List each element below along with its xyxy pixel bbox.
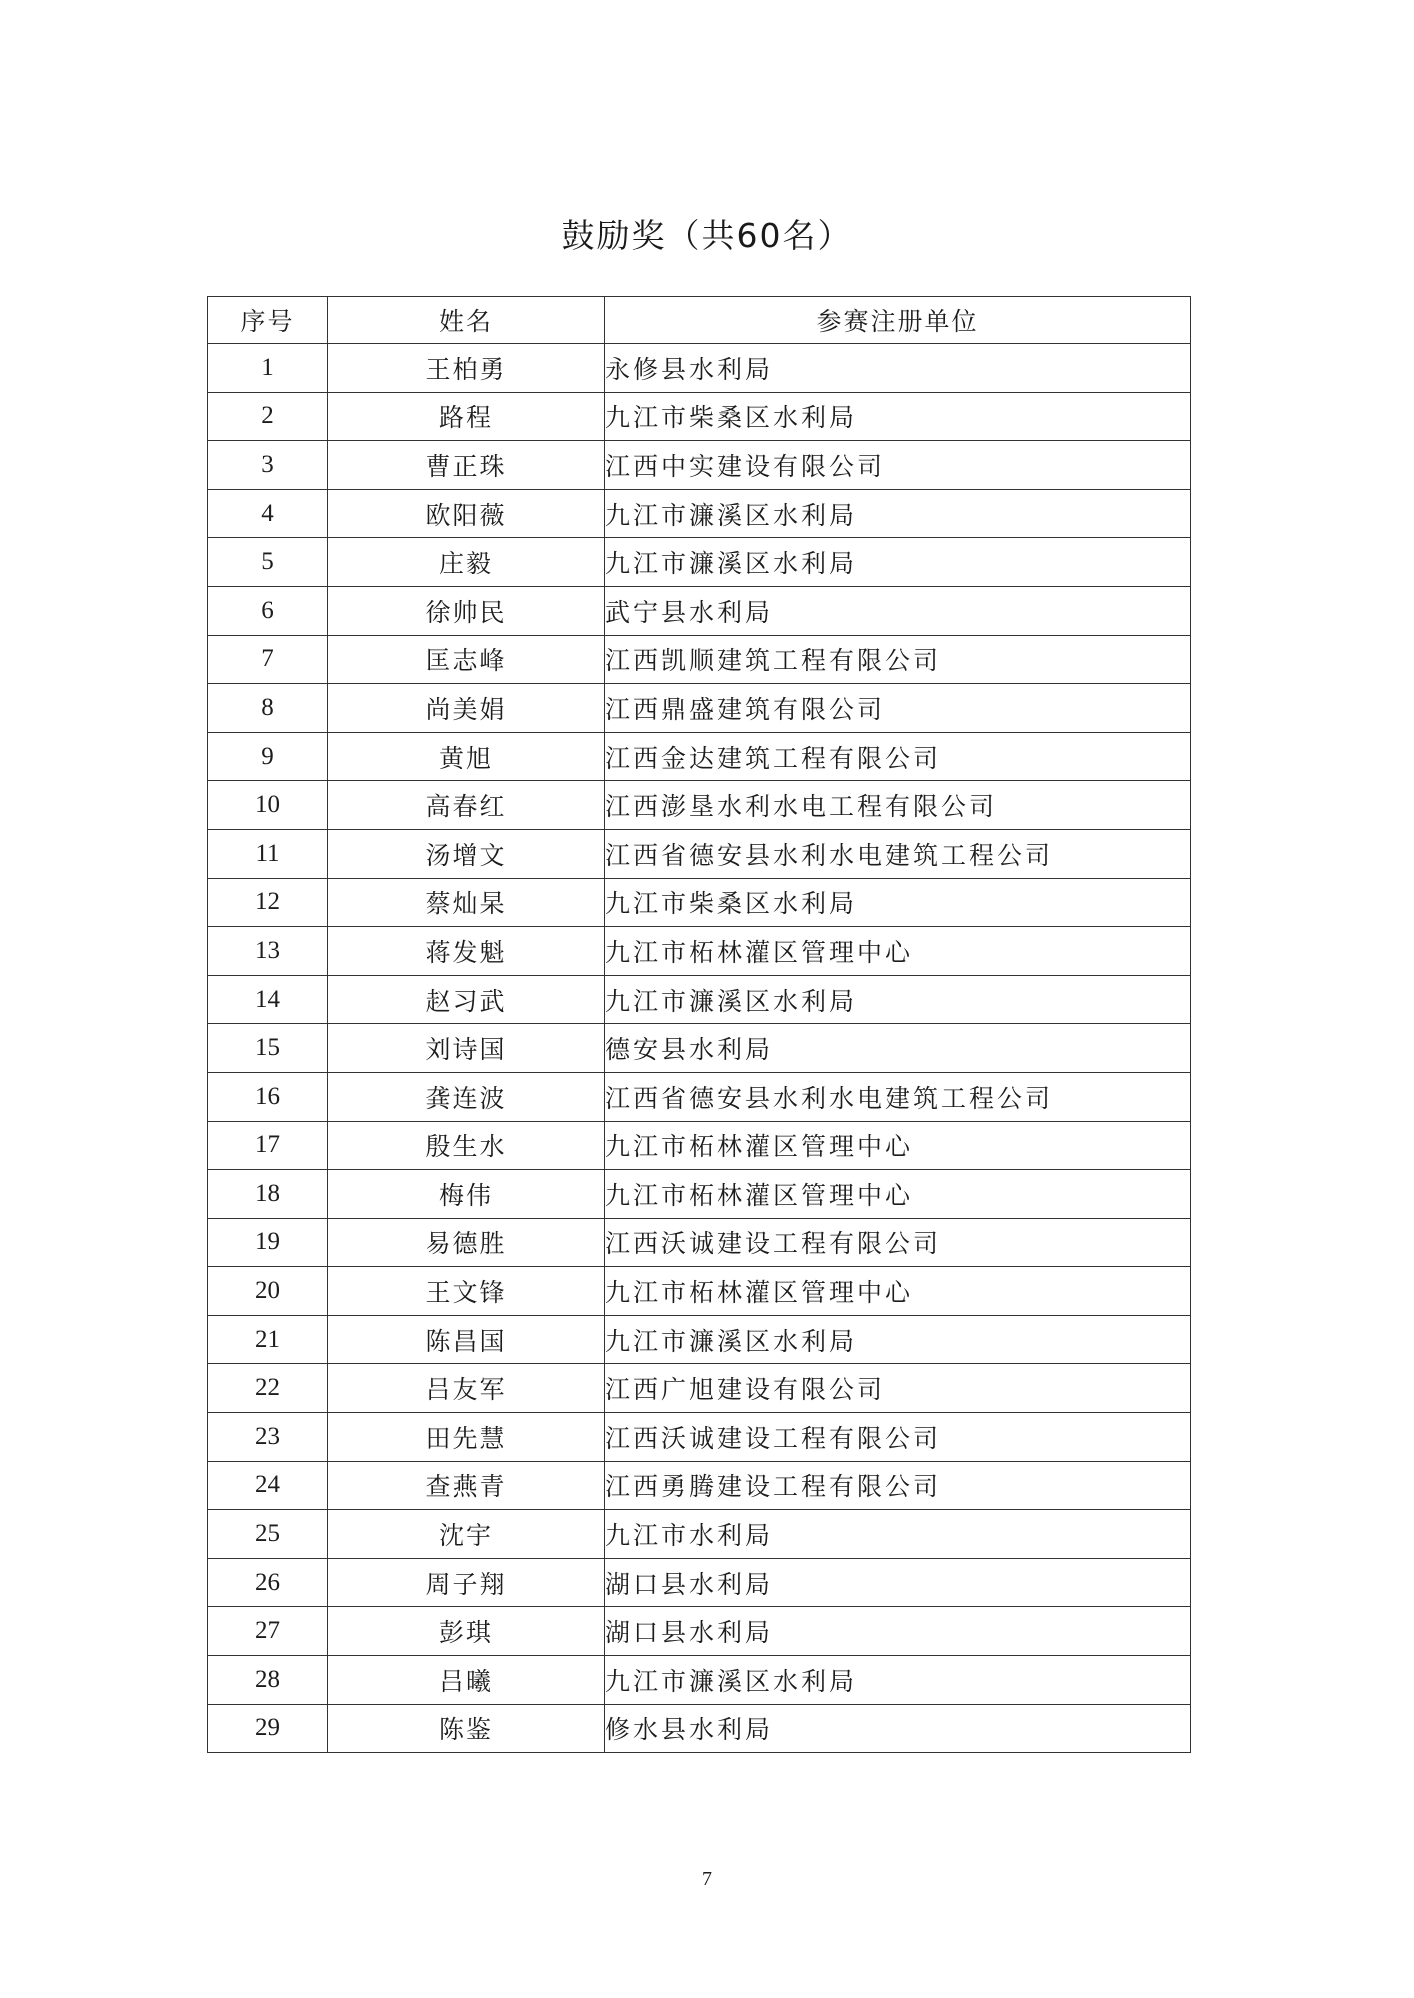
name-cell: 王文锋 xyxy=(328,1267,605,1316)
registered-unit-cell: 九江市水利局 xyxy=(605,1510,1191,1559)
table-row xyxy=(208,489,1191,538)
table-row xyxy=(208,781,1191,830)
registered-unit-cell: 永修县水利局 xyxy=(605,344,1191,393)
table-row xyxy=(208,1558,1191,1607)
name-cell: 欧阳薇 xyxy=(328,489,605,538)
header-serial-number: 序号 xyxy=(208,297,328,344)
serial-number-cell: 21 xyxy=(208,1315,328,1364)
registered-unit-cell: 江西中实建设有限公司 xyxy=(605,441,1191,490)
name-cell: 沈宇 xyxy=(328,1510,605,1559)
table-row xyxy=(208,586,1191,635)
table-row xyxy=(208,1170,1191,1219)
serial-number-cell: 25 xyxy=(208,1510,328,1559)
name-cell: 查燕青 xyxy=(328,1461,605,1510)
serial-number-cell: 16 xyxy=(208,1072,328,1121)
table-header-row xyxy=(208,297,1191,344)
serial-number-cell: 23 xyxy=(208,1413,328,1462)
header-name: 姓名 xyxy=(328,297,605,344)
page-title: 鼓励奖（共60名） xyxy=(561,216,853,255)
serial-number-cell: 7 xyxy=(208,635,328,684)
registered-unit-cell: 湖口县水利局 xyxy=(605,1558,1191,1607)
registered-unit-cell: 江西勇腾建设工程有限公司 xyxy=(605,1461,1191,1510)
serial-number-cell: 13 xyxy=(208,927,328,976)
table-row xyxy=(208,1704,1191,1753)
table-row xyxy=(208,1364,1191,1413)
registered-unit-cell: 九江市濂溪区水利局 xyxy=(605,1656,1191,1705)
name-cell: 路程 xyxy=(328,392,605,441)
serial-number-cell: 14 xyxy=(208,975,328,1024)
table-row xyxy=(208,344,1191,393)
name-cell: 汤增文 xyxy=(328,829,605,878)
serial-number-cell: 1 xyxy=(208,344,328,393)
registered-unit-cell: 江西广旭建设有限公司 xyxy=(605,1364,1191,1413)
registered-unit-cell: 九江市柘林灌区管理中心 xyxy=(605,927,1191,976)
table-row xyxy=(208,878,1191,927)
name-cell: 黄旭 xyxy=(328,732,605,781)
table-row xyxy=(208,1413,1191,1462)
name-cell: 田先慧 xyxy=(328,1413,605,1462)
name-cell: 陈昌国 xyxy=(328,1315,605,1364)
name-cell: 高春红 xyxy=(328,781,605,830)
registered-unit-cell: 江西凯顺建筑工程有限公司 xyxy=(605,635,1191,684)
serial-number-cell: 22 xyxy=(208,1364,328,1413)
serial-number-cell: 2 xyxy=(208,392,328,441)
name-cell: 易德胜 xyxy=(328,1218,605,1267)
name-cell: 彭琪 xyxy=(328,1607,605,1656)
serial-number-cell: 18 xyxy=(208,1170,328,1219)
name-cell: 赵习武 xyxy=(328,975,605,1024)
registered-unit-cell: 江西金达建筑工程有限公司 xyxy=(605,732,1191,781)
registered-unit-cell: 江西澎垦水利水电工程有限公司 xyxy=(605,781,1191,830)
page-number: 7 xyxy=(702,1868,712,1890)
registered-unit-cell: 江西沃诚建设工程有限公司 xyxy=(605,1218,1191,1267)
name-cell: 刘诗国 xyxy=(328,1024,605,1073)
table-row xyxy=(208,732,1191,781)
serial-number-cell: 6 xyxy=(208,586,328,635)
registered-unit-cell: 九江市濂溪区水利局 xyxy=(605,538,1191,587)
table-row xyxy=(208,1024,1191,1073)
table-row xyxy=(208,1656,1191,1705)
award-table xyxy=(207,296,1191,1753)
name-cell: 蔡灿杲 xyxy=(328,878,605,927)
registered-unit-cell: 江西沃诚建设工程有限公司 xyxy=(605,1413,1191,1462)
name-cell: 吕友军 xyxy=(328,1364,605,1413)
registered-unit-cell: 修水县水利局 xyxy=(605,1704,1191,1753)
serial-number-cell: 27 xyxy=(208,1607,328,1656)
serial-number-cell: 5 xyxy=(208,538,328,587)
registered-unit-cell: 九江市柴桑区水利局 xyxy=(605,392,1191,441)
serial-number-cell: 28 xyxy=(208,1656,328,1705)
serial-number-cell: 11 xyxy=(208,829,328,878)
registered-unit-cell: 九江市柘林灌区管理中心 xyxy=(605,1170,1191,1219)
name-cell: 王柏勇 xyxy=(328,344,605,393)
table-row xyxy=(208,1072,1191,1121)
serial-number-cell: 15 xyxy=(208,1024,328,1073)
serial-number-cell: 9 xyxy=(208,732,328,781)
table-row xyxy=(208,1510,1191,1559)
serial-number-cell: 19 xyxy=(208,1218,328,1267)
name-cell: 匡志峰 xyxy=(328,635,605,684)
table-body xyxy=(208,344,1191,1753)
table-row xyxy=(208,1315,1191,1364)
registered-unit-cell: 九江市濂溪区水利局 xyxy=(605,975,1191,1024)
table-row xyxy=(208,1121,1191,1170)
serial-number-cell: 24 xyxy=(208,1461,328,1510)
header-registered-unit: 参赛注册单位 xyxy=(605,297,1191,344)
name-cell: 蒋发魁 xyxy=(328,927,605,976)
registered-unit-cell: 湖口县水利局 xyxy=(605,1607,1191,1656)
registered-unit-cell: 九江市柴桑区水利局 xyxy=(605,878,1191,927)
registered-unit-cell: 九江市濂溪区水利局 xyxy=(605,489,1191,538)
table-row xyxy=(208,1267,1191,1316)
serial-number-cell: 17 xyxy=(208,1121,328,1170)
name-cell: 吕曦 xyxy=(328,1656,605,1705)
serial-number-cell: 12 xyxy=(208,878,328,927)
table-row xyxy=(208,829,1191,878)
serial-number-cell: 26 xyxy=(208,1558,328,1607)
table-row xyxy=(208,1218,1191,1267)
table-row xyxy=(208,1461,1191,1510)
registered-unit-cell: 江西省德安县水利水电建筑工程公司 xyxy=(605,1072,1191,1121)
name-cell: 徐帅民 xyxy=(328,586,605,635)
serial-number-cell: 8 xyxy=(208,684,328,733)
registered-unit-cell: 九江市柘林灌区管理中心 xyxy=(605,1121,1191,1170)
name-cell: 殷生水 xyxy=(328,1121,605,1170)
name-cell: 周子翔 xyxy=(328,1558,605,1607)
registered-unit-cell: 江西省德安县水利水电建筑工程公司 xyxy=(605,829,1191,878)
serial-number-cell: 3 xyxy=(208,441,328,490)
registered-unit-cell: 武宁县水利局 xyxy=(605,586,1191,635)
table-row xyxy=(208,684,1191,733)
table-row xyxy=(208,441,1191,490)
name-cell: 陈鉴 xyxy=(328,1704,605,1753)
serial-number-cell: 20 xyxy=(208,1267,328,1316)
table-row xyxy=(208,927,1191,976)
registered-unit-cell: 九江市濂溪区水利局 xyxy=(605,1315,1191,1364)
table-row xyxy=(208,635,1191,684)
serial-number-cell: 10 xyxy=(208,781,328,830)
registered-unit-cell: 九江市柘林灌区管理中心 xyxy=(605,1267,1191,1316)
table-row xyxy=(208,392,1191,441)
registered-unit-cell: 江西鼎盛建筑有限公司 xyxy=(605,684,1191,733)
registered-unit-cell: 德安县水利局 xyxy=(605,1024,1191,1073)
table-row xyxy=(208,975,1191,1024)
name-cell: 庄毅 xyxy=(328,538,605,587)
serial-number-cell: 4 xyxy=(208,489,328,538)
table-row xyxy=(208,538,1191,587)
serial-number-cell: 29 xyxy=(208,1704,328,1753)
name-cell: 尚美娟 xyxy=(328,684,605,733)
name-cell: 曹正珠 xyxy=(328,441,605,490)
name-cell: 梅伟 xyxy=(328,1170,605,1219)
name-cell: 龚连波 xyxy=(328,1072,605,1121)
table-row xyxy=(208,1607,1191,1656)
